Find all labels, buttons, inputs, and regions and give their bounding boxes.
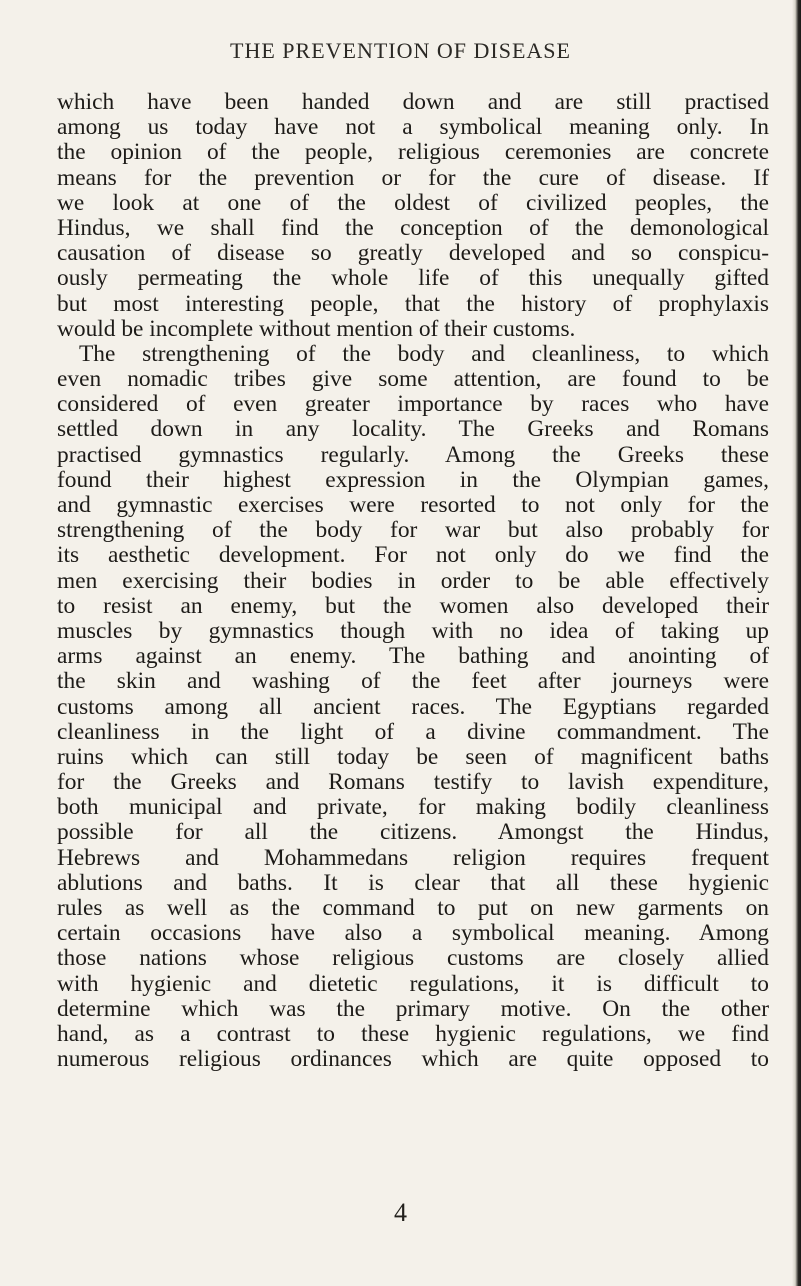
- text-line: rules as well as the command to put on new garments on: [57, 895, 769, 921]
- text-line: both municipal and private, for making bodily cleanliness: [57, 794, 769, 821]
- text-line: found their highest expression in the Olympian games,: [57, 466, 769, 493]
- text-line: certain occasions have also a symbolical meaning. Among: [57, 920, 769, 947]
- text-line: its aesthetic development. For not only do we find the: [57, 542, 769, 569]
- text-line: among us today have not a symbolical meaning only. In: [57, 114, 769, 141]
- text-line: would be incomplete without mention of their customs.: [57, 315, 576, 342]
- text-line: numerous religious ordinances which are quite opposed to: [57, 1046, 769, 1073]
- text-line: practised gymnastics regularly. Among the Greeks these: [57, 441, 769, 468]
- text-line: muscles by gymnastics though with no idea of taking up: [57, 617, 769, 644]
- text-line: but most interesting people, that the history of prophylaxis: [57, 290, 769, 317]
- text-line: ablutions and baths. It is clear that all these hygienic: [57, 869, 769, 896]
- running-head: THE PREVENTION OF DISEASE: [230, 38, 571, 63]
- text-line: even nomadic tribes give some attention, are found to be: [57, 366, 769, 393]
- text-line: and gymnastic exercises were resorted to not only for the: [57, 492, 769, 518]
- text-line: which have been handed down and are still practised: [57, 89, 769, 115]
- text-line: determine which was the primary motive. On the other: [57, 995, 769, 1022]
- text-line: for the Greeks and Romans testify to lavish expenditure,: [57, 769, 769, 796]
- text-line: strengthening of the body for war but also probably for: [57, 517, 769, 544]
- text-line: ruins which can still today be seen of magnificent baths: [57, 743, 769, 770]
- page-number: 4: [394, 1198, 407, 1227]
- text-line: ously permeating the whole life of this unequally gifted: [57, 265, 769, 292]
- text-line: The strengthening of the body and cleanliness, to which: [79, 340, 769, 367]
- body-text: [57, 90, 769, 1072]
- text-line: with hygienic and dietetic regulations, it is difficult to: [57, 970, 769, 997]
- page-edge-shadow: [792, 0, 801, 1286]
- text-line: arms against an enemy. The bathing and anointing of: [57, 643, 769, 670]
- text-line: considered of even greater importance by races who have: [57, 391, 769, 418]
- text-line: hand, as a contrast to these hygienic regulations, we find: [57, 1020, 769, 1047]
- text-line: settled down in any locality. The Greeks and Romans: [57, 416, 769, 443]
- text-line: cleanliness in the light of a divine commandment. The: [57, 718, 769, 745]
- text-line: men exercising their bodies in order to be able effectively: [57, 567, 769, 594]
- text-line: the skin and washing of the feet after journeys were: [57, 668, 769, 695]
- text-line: means for the prevention or for the cure of disease. If: [57, 164, 769, 191]
- text-line: causation of disease so greatly developed and so conspicu-: [57, 240, 769, 267]
- text-line: the opinion of the people, religious ceremonies are concrete: [57, 139, 769, 166]
- text-line: possible for all the citizens. Amongst the Hindus,: [57, 819, 769, 846]
- text-line: those nations whose religious customs are closely allied: [57, 945, 769, 972]
- text-line: customs among all ancient races. The Egyptians regarded: [57, 693, 769, 720]
- text-line: Hebrews and Mohammedans religion requires frequent: [57, 844, 769, 871]
- text-line: Hindus, we shall find the conception of the demonological: [57, 214, 769, 241]
- text-line: to resist an enemy, but the women also developed their: [57, 592, 769, 619]
- text-line: we look at one of the oldest of civilized peoples, the: [57, 189, 769, 216]
